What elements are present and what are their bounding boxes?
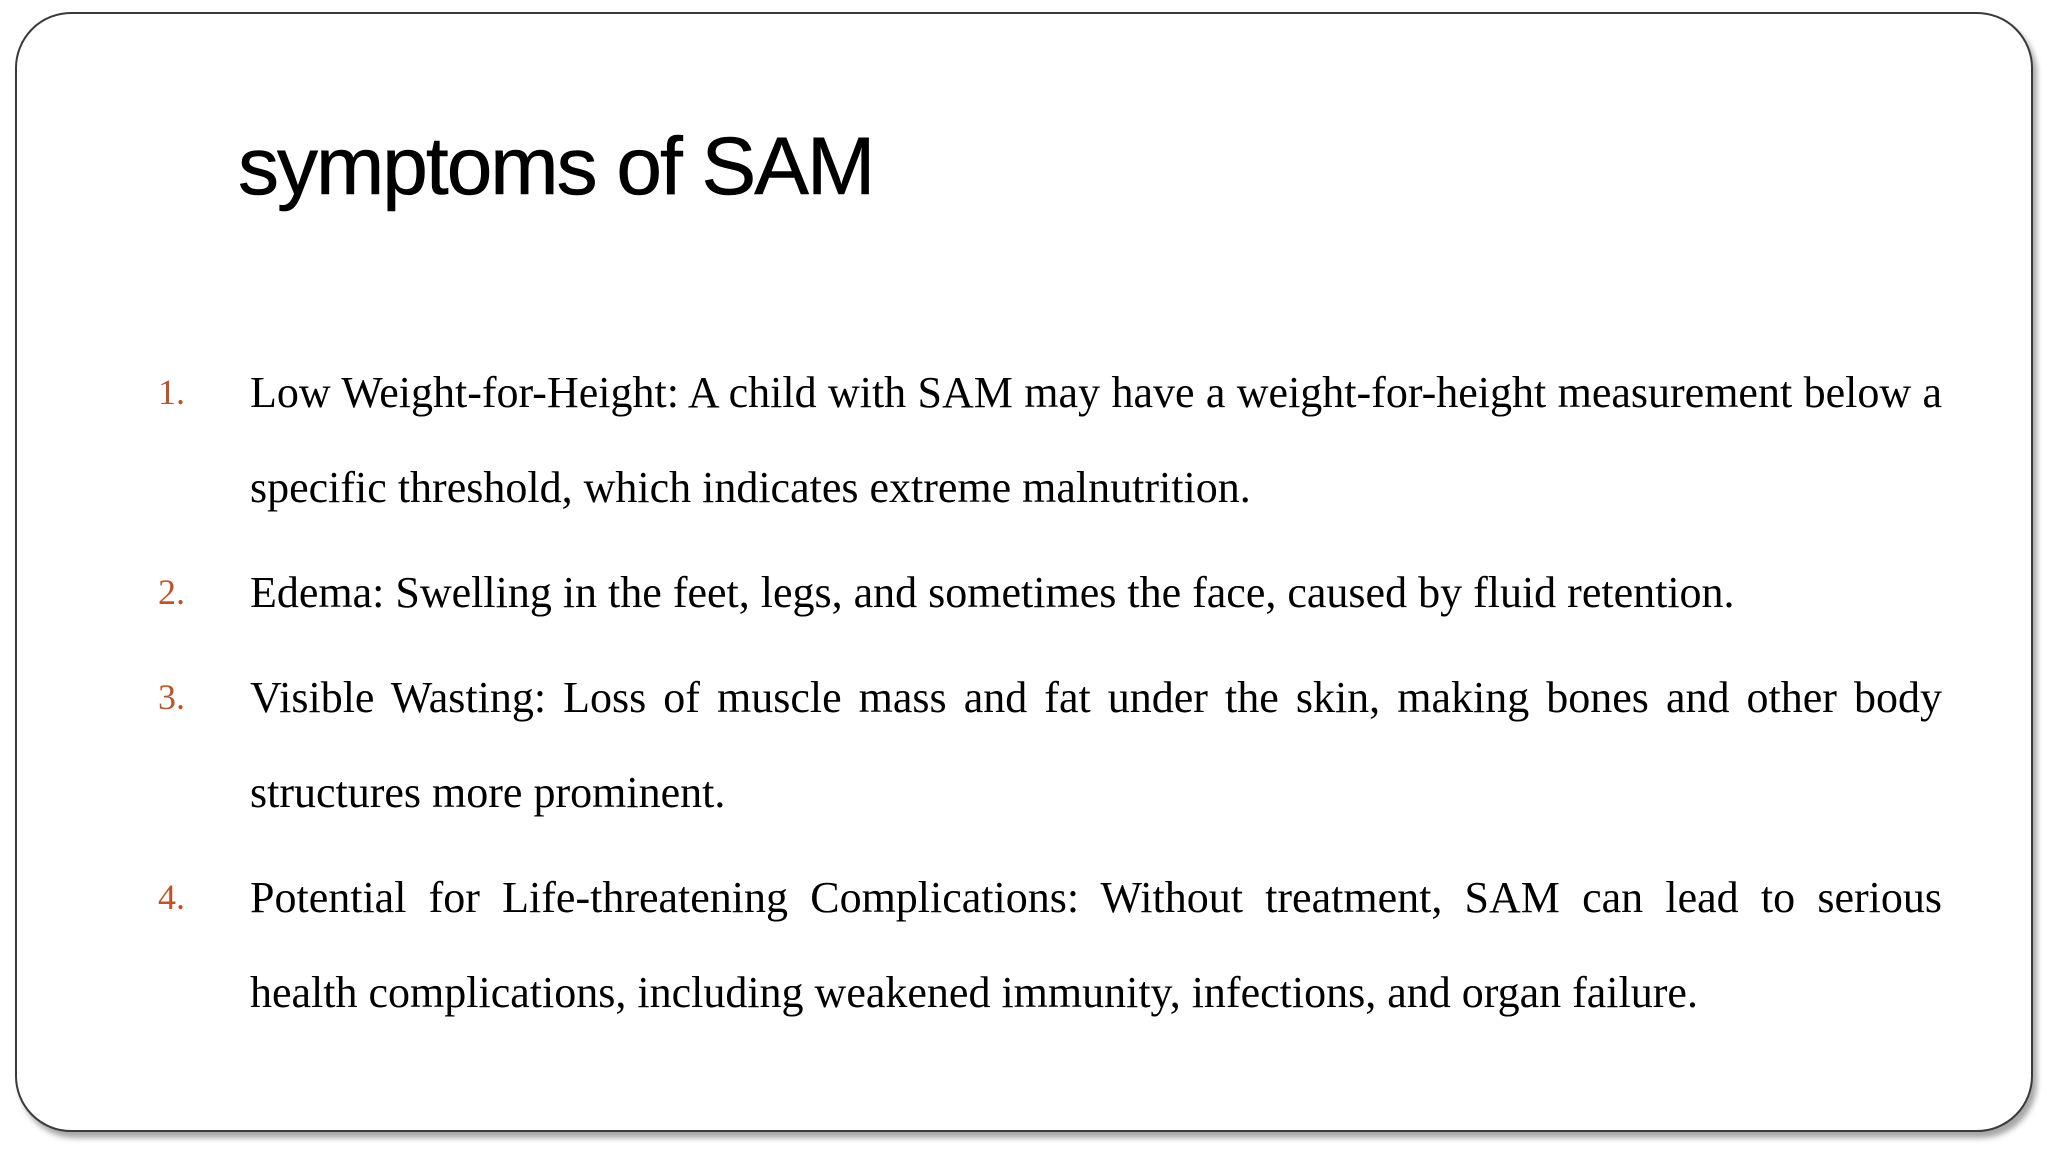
list-item-text: Visible Wasting: Loss of muscle mass and fat under the skin, making bones and other body structures more prominent. [250,673,1942,817]
list-item-number: 2. [158,572,185,612]
list-item-1 [0,345,2048,535]
list-item-4 [0,850,2048,1040]
list-item-number: 4. [158,877,185,917]
list-item-3 [0,650,2048,840]
symptom-list [0,345,2048,1050]
list-item-text: Edema: Swelling in the feet, legs, and sometimes the face, caused by fluid retention. [250,568,1735,617]
list-item-text: Potential for Life-threatening Complications: Without treatment, SAM can lead to serious health complications, including weakened immunity, infections, and organ failure. [250,873,1942,1017]
list-item-number: 3. [158,677,185,717]
list-item-2 [0,545,2048,640]
list-item-number: 1. [158,372,185,412]
list-item-text: Low Weight-for-Height: A child with SAM may have a weight-for-height measurement below a specific threshold, which indicates extreme malnutrition. [250,368,1942,512]
slide-title: symptoms of SAM [238,121,874,212]
